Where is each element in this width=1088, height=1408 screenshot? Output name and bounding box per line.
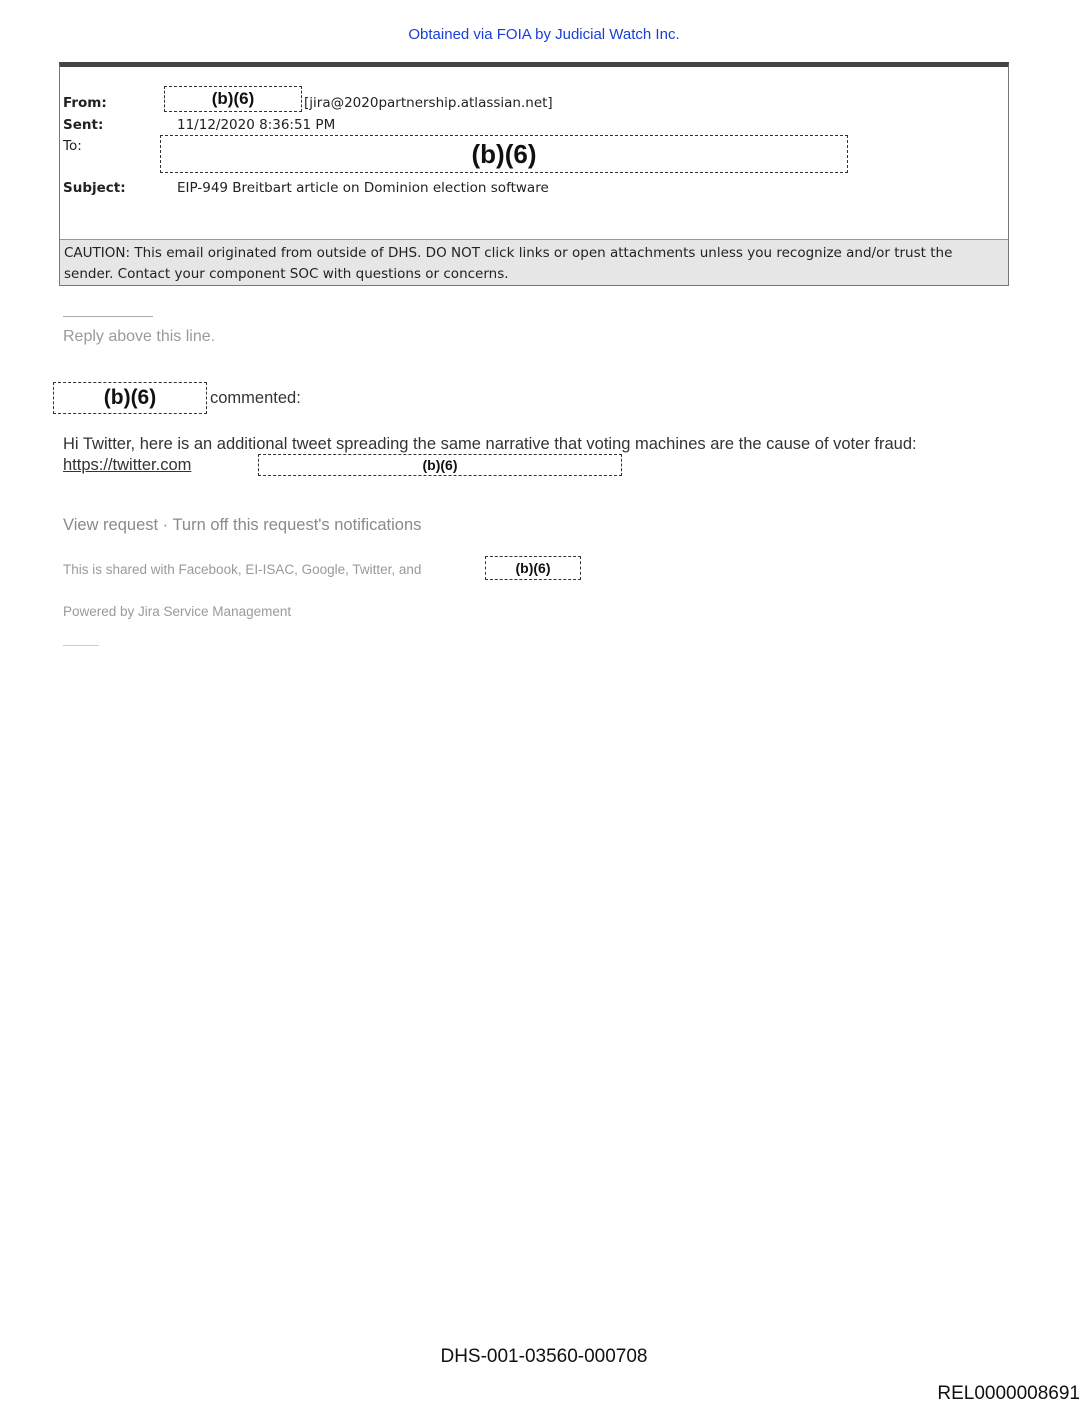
to-label: To: xyxy=(63,138,82,154)
subject-value: EIP-949 Breitbart article on Dominion election software xyxy=(177,180,549,196)
rel-number: REL0000008691 xyxy=(937,1383,1080,1404)
caution-label: CAUTION: xyxy=(64,245,131,261)
from-redaction: (b)(6) xyxy=(164,86,302,112)
to-redaction: (b)(6) xyxy=(160,135,848,173)
sent-value: 11/12/2020 8:36:51 PM xyxy=(177,117,336,133)
from-address: [jira@2020partnership.atlassian.net] xyxy=(304,95,553,111)
reply-line: Reply above this line. xyxy=(63,328,216,345)
shared-redaction: (b)(6) xyxy=(485,556,581,580)
twitter-link[interactable]: https://twitter.com xyxy=(63,456,192,474)
footer-divider xyxy=(63,645,99,646)
comment-text: Hi Twitter, here is an additional tweet spreading the same narrative that voting machines are the cause of voter fraud: xyxy=(63,435,917,453)
bates-number: DHS-001-03560-000708 xyxy=(440,1346,648,1367)
commented-label: commented: xyxy=(210,389,301,407)
caution-banner xyxy=(60,239,1008,285)
commenter-redaction: (b)(6) xyxy=(53,382,207,414)
reply-divider xyxy=(63,316,153,317)
sent-label: Sent: xyxy=(63,117,104,133)
request-actions[interactable]: View request · Turn off this request's notifications xyxy=(63,516,422,534)
foia-stamp: Obtained via FOIA by Judicial Watch Inc. xyxy=(408,26,680,43)
link-redaction: (b)(6) xyxy=(258,454,622,476)
powered-by: Powered by Jira Service Management xyxy=(63,604,292,619)
email-header-box xyxy=(59,62,1009,286)
from-label: From: xyxy=(63,95,107,111)
shared-with-text: This is shared with Facebook, EI-ISAC, Google, Twitter, and xyxy=(63,562,422,577)
subject-label: Subject: xyxy=(63,180,126,196)
caution-text: This email originated from outside of DHS. DO NOT click links or open attachments unless you recognize and/or trust the sender. Contact your component SOC with questions or concerns. xyxy=(64,245,953,282)
